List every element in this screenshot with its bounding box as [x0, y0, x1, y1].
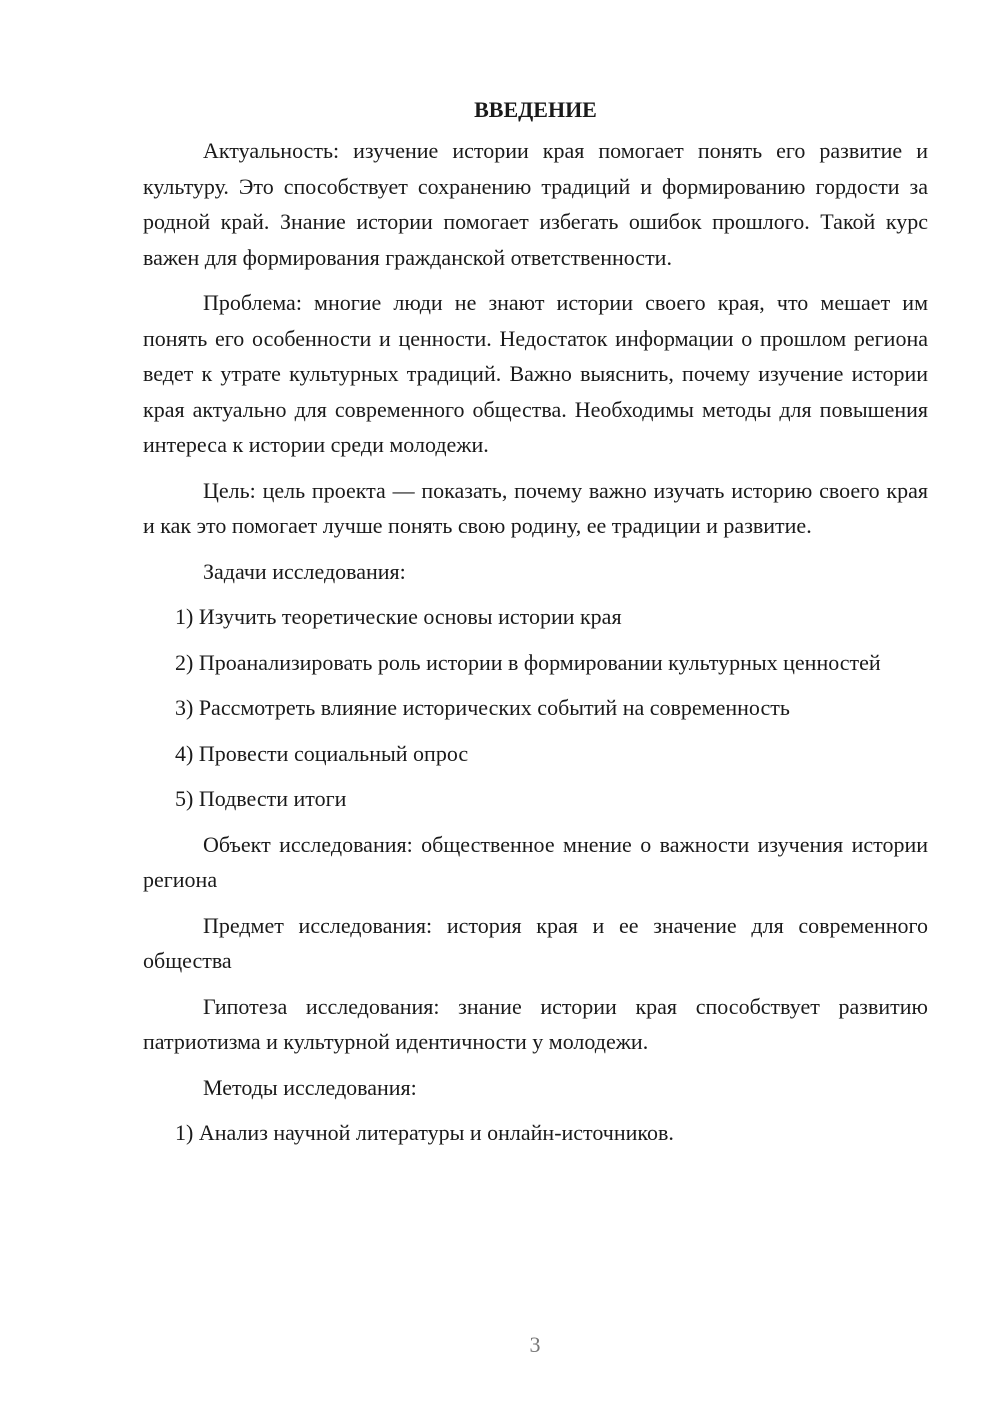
task-item-3: 3) Рассмотреть влияние исторических событий на современность: [175, 695, 790, 720]
document-body: [143, 92, 928, 1161]
subject-paragraph: Предмет исследования: история края и ее значение для современного общества: [143, 912, 928, 973]
document-title: ВВЕДЕНИЕ: [474, 97, 597, 122]
task-item-2: 2) Проанализировать роль истории в формировании культурных ценностей: [175, 649, 881, 675]
task-item-4: 4) Провести социальный опрос: [175, 740, 469, 766]
task-item-5: 5) Подвести итоги: [175, 786, 347, 811]
object-paragraph: Объект исследования: общественное мнение о важности изучения истории региона: [143, 831, 928, 892]
method-item-1: 1) Анализ научной литературы и онлайн-источников.: [175, 1120, 674, 1145]
page-number: 3: [529, 1332, 541, 1357]
hypothesis-paragraph: Гипотеза исследования: знание истории края способствует развитию патриотизма и культурной идентичности у молодежи.: [143, 993, 928, 1054]
tasks-heading: Задачи исследования:: [203, 558, 406, 584]
relevance-paragraph: Актуальность: изучение истории края помогает понять его развитие и культуру. Это способствует сохранению традиций и формированию гордости за родной край. Знание истории помогает избегать ошибок прошлого. Такой курс важен для формирования гражданской ответственности.: [143, 138, 928, 270]
task-item-1: 1) Изучить теоретические основы истории края: [175, 604, 622, 629]
goal-paragraph: Цель: цель проекта — показать, почему важно изучать историю своего края и как это помогает лучше понять свою родину, ее традиции и развитие.: [143, 477, 928, 538]
methods-heading: Методы исследования:: [203, 1074, 417, 1100]
problem-paragraph: Проблема: многие люди не знают истории своего края, что мешает им понять его особенности и ценности. Недостаток информации о прошлом региона ведет к утрате культурных традиций. Важно выяснить, почему изучение истории края актуально для современного общества. Необходимы методы для повышения интереса к истории среди молодежи.: [143, 290, 928, 457]
